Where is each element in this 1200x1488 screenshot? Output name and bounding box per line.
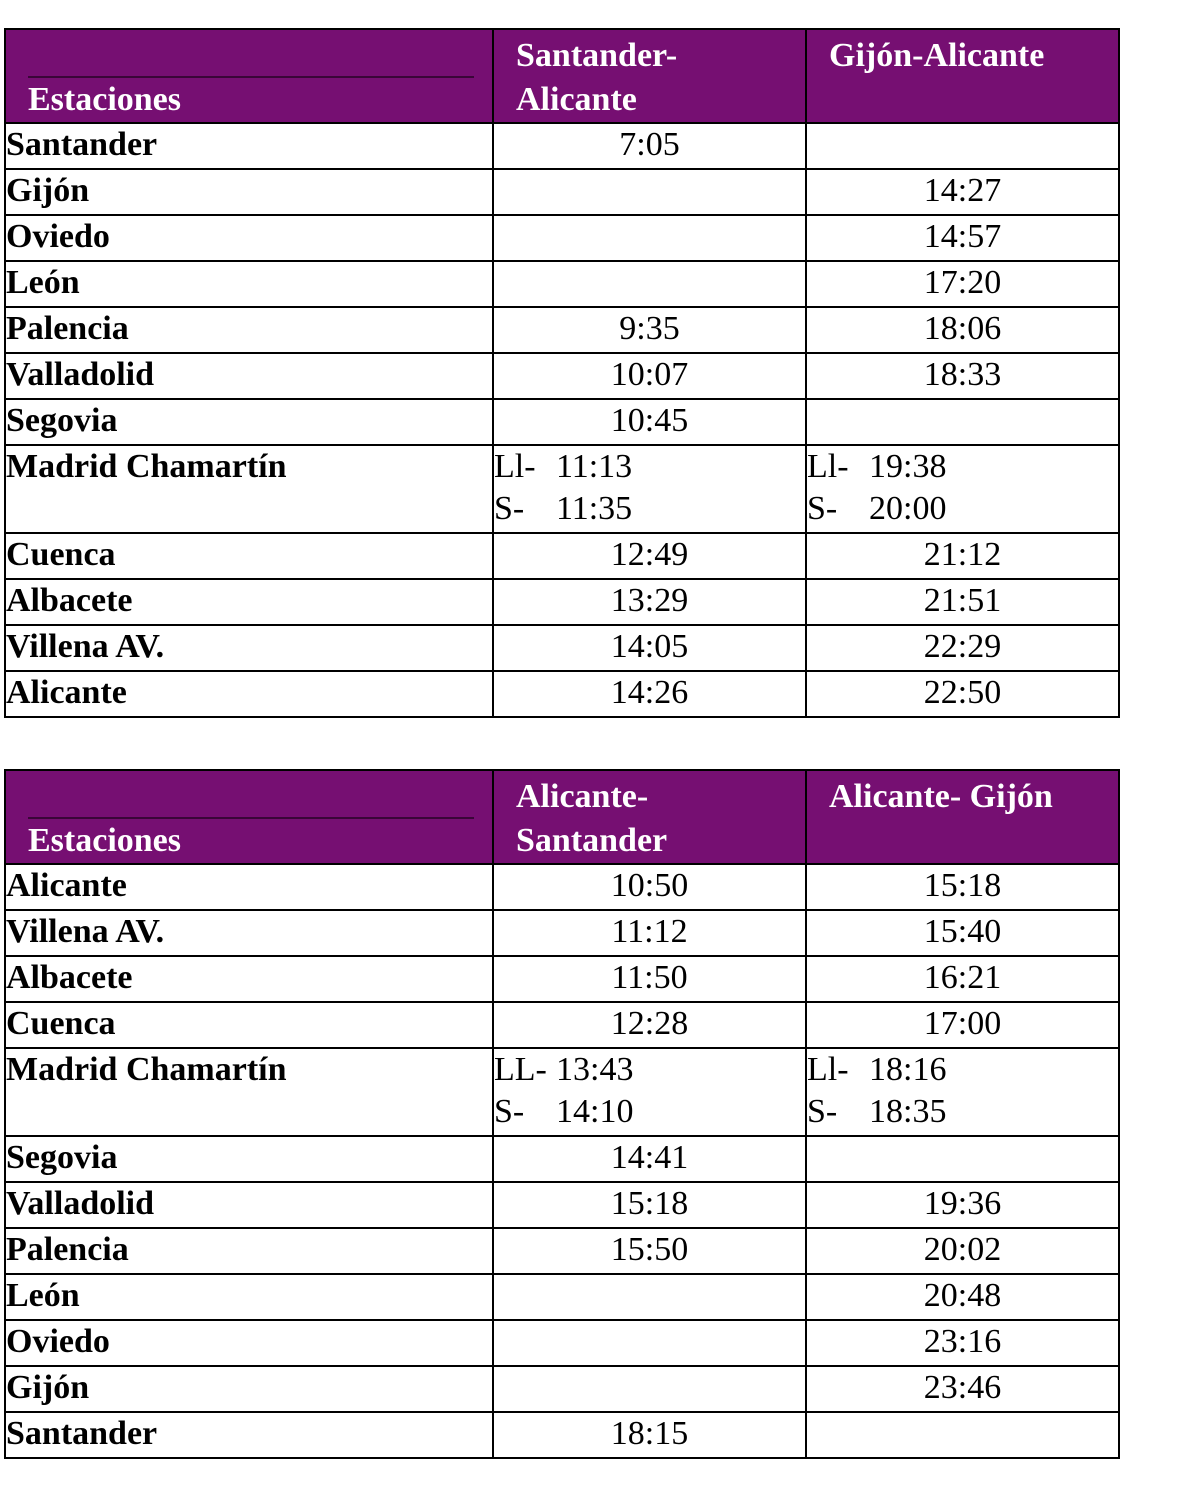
time-value: 10:45 (610, 402, 689, 439)
day-time-line (494, 1091, 805, 1133)
table-row (5, 169, 1119, 215)
time-cell-route-1 (493, 1228, 806, 1274)
header-stations (5, 29, 493, 123)
table-row (5, 625, 1119, 671)
timetable-southbound (4, 28, 1120, 718)
time-value: 18:33 (923, 356, 1002, 393)
time-cell-route-2 (806, 1320, 1119, 1366)
table-row (5, 399, 1119, 445)
header-route-label: Alicante- Santander (516, 778, 668, 859)
time-cell-route-2 (806, 625, 1119, 671)
time-value: 14:10 (556, 1093, 634, 1130)
time-cell-route-2 (806, 1274, 1119, 1320)
header-route-2 (806, 29, 1119, 123)
station-name: Segovia (5, 1136, 493, 1182)
time-cell-route-1 (493, 399, 806, 445)
time-value: 15:50 (610, 1231, 689, 1268)
station-name: Cuenca (5, 533, 493, 579)
departure-times-by-day (493, 445, 806, 533)
table-row (5, 1136, 1119, 1182)
time-cell-route-2 (806, 169, 1119, 215)
time-cell-route-2 (806, 1228, 1119, 1274)
day-label: Ll- (494, 448, 536, 485)
time-cell-route-2 (806, 215, 1119, 261)
time-value: 12:28 (610, 1005, 689, 1042)
time-value: 14:57 (923, 218, 1002, 255)
station-name: Santander (5, 123, 493, 169)
time-value: 20:00 (869, 490, 947, 527)
table-row (5, 956, 1119, 1002)
time-cell-route-2 (806, 1366, 1119, 1412)
time-value: 18:35 (869, 1093, 947, 1130)
station-name: Madrid Chamartín (5, 1048, 493, 1136)
time-cell-route-2 (806, 864, 1119, 910)
station-name: Gijón (5, 1366, 493, 1412)
time-cell-route-2 (806, 533, 1119, 579)
departure-times-by-day (806, 1048, 1119, 1136)
time-cell-route-1 (493, 1002, 806, 1048)
time-value: 20:48 (923, 1277, 1002, 1314)
table-row (5, 533, 1119, 579)
station-name: Alicante (5, 671, 493, 717)
time-value: 17:00 (923, 1005, 1002, 1042)
time-value: 19:38 (869, 448, 947, 485)
time-cell-route-1 (493, 169, 806, 215)
time-cell-route-1 (493, 956, 806, 1002)
table-row (5, 579, 1119, 625)
header-divider (28, 76, 474, 78)
day-time-line (807, 1091, 1118, 1133)
time-cell-route-1 (493, 625, 806, 671)
table-row (5, 910, 1119, 956)
table-row (5, 1274, 1119, 1320)
time-cell-route-1 (493, 353, 806, 399)
time-value: 11:12 (611, 913, 688, 950)
time-cell-route-2 (806, 956, 1119, 1002)
time-value: 19:36 (923, 1185, 1002, 1222)
station-name: Oviedo (5, 1320, 493, 1366)
time-value: 11:50 (611, 959, 688, 996)
day-label: S- (807, 490, 838, 527)
day-time-line (807, 446, 1118, 488)
header-route-label: Santander- Alicante (516, 37, 678, 118)
time-cell-route-2 (806, 1182, 1119, 1228)
time-cell-route-1 (493, 1182, 806, 1228)
header-route-2 (806, 770, 1119, 864)
day-time-line (494, 446, 805, 488)
time-value: 22:29 (923, 628, 1002, 665)
table-row (5, 1366, 1119, 1412)
time-cell-route-1 (493, 123, 806, 169)
station-name: Valladolid (5, 353, 493, 399)
time-cell-route-1 (493, 579, 806, 625)
table-row (5, 307, 1119, 353)
time-cell-route-1 (493, 261, 806, 307)
station-name: Valladolid (5, 1182, 493, 1228)
table-header-row (5, 29, 1119, 123)
day-label: S- (494, 1093, 525, 1130)
time-value: 21:51 (923, 582, 1002, 619)
station-name: Segovia (5, 399, 493, 445)
table-row (5, 1182, 1119, 1228)
day-time-line (494, 1049, 805, 1091)
station-name: León (5, 1274, 493, 1320)
header-stations-label: Estaciones (28, 822, 181, 859)
station-name: Villena AV. (5, 910, 493, 956)
time-cell-route-1 (493, 215, 806, 261)
table-row (5, 445, 1119, 533)
day-label: Ll- (807, 448, 849, 485)
header-stations (5, 770, 493, 864)
station-name: Villena AV. (5, 625, 493, 671)
time-cell-route-1 (493, 864, 806, 910)
time-value: 22:50 (923, 674, 1002, 711)
station-name: Albacete (5, 579, 493, 625)
time-cell-route-1 (493, 1366, 806, 1412)
time-value: 15:40 (923, 913, 1002, 950)
station-name: Cuenca (5, 1002, 493, 1048)
time-cell-route-1 (493, 307, 806, 353)
table-row (5, 671, 1119, 717)
time-value: 14:27 (923, 172, 1002, 209)
header-divider (28, 817, 474, 819)
time-cell-route-2 (806, 123, 1119, 169)
table-row (5, 353, 1119, 399)
time-value: 18:15 (610, 1415, 689, 1452)
time-cell-route-1 (493, 1136, 806, 1182)
day-label: S- (494, 490, 525, 527)
time-value: 21:12 (923, 536, 1002, 573)
time-cell-route-2 (806, 399, 1119, 445)
header-route-1 (493, 29, 806, 123)
timetable-northbound (4, 769, 1120, 1459)
time-value: 9:35 (619, 310, 680, 347)
time-value: 10:07 (610, 356, 689, 393)
day-time-line (807, 1049, 1118, 1091)
time-cell-route-2 (806, 1136, 1119, 1182)
time-value: 16:21 (923, 959, 1002, 996)
table-row (5, 123, 1119, 169)
time-value: 15:18 (923, 867, 1002, 904)
time-cell-route-2 (806, 261, 1119, 307)
time-cell-route-1 (493, 1320, 806, 1366)
day-label: S- (807, 1093, 838, 1130)
time-value: 18:06 (923, 310, 1002, 347)
station-name: Oviedo (5, 215, 493, 261)
station-name: Albacete (5, 956, 493, 1002)
departure-times-by-day (493, 1048, 806, 1136)
time-value: 14:05 (610, 628, 689, 665)
table-row (5, 1320, 1119, 1366)
time-cell-route-1 (493, 533, 806, 579)
station-name: León (5, 261, 493, 307)
time-value: 14:26 (610, 674, 689, 711)
table-row (5, 1412, 1119, 1458)
time-value: 12:49 (610, 536, 689, 573)
time-value: 14:41 (610, 1139, 689, 1176)
time-value: 15:18 (610, 1185, 689, 1222)
time-cell-route-1 (493, 910, 806, 956)
time-cell-route-2 (806, 1002, 1119, 1048)
station-name: Santander (5, 1412, 493, 1458)
day-label: Ll- (807, 1051, 849, 1088)
time-value: 23:46 (923, 1369, 1002, 1406)
time-value: 20:02 (923, 1231, 1002, 1268)
table-row (5, 215, 1119, 261)
time-value: 13:43 (556, 1051, 634, 1088)
table-row (5, 1048, 1119, 1136)
time-cell-route-2 (806, 307, 1119, 353)
day-time-line (494, 488, 805, 530)
station-name: Palencia (5, 307, 493, 353)
time-cell-route-1 (493, 671, 806, 717)
time-cell-route-2 (806, 1412, 1119, 1458)
time-cell-route-2 (806, 671, 1119, 717)
time-cell-route-2 (806, 353, 1119, 399)
header-route-label: Alicante- Gijón (829, 778, 1053, 815)
table-row (5, 1228, 1119, 1274)
table-row (5, 1002, 1119, 1048)
time-value: 7:05 (619, 126, 680, 163)
table-row (5, 261, 1119, 307)
header-stations-label: Estaciones (28, 81, 181, 118)
station-name: Madrid Chamartín (5, 445, 493, 533)
table-row (5, 864, 1119, 910)
time-value: 10:50 (610, 867, 689, 904)
time-value: 18:16 (869, 1051, 947, 1088)
time-cell-route-2 (806, 910, 1119, 956)
station-name: Palencia (5, 1228, 493, 1274)
time-value: 11:35 (556, 490, 633, 527)
day-label: LL- (494, 1051, 547, 1088)
time-value: 17:20 (923, 264, 1002, 301)
time-value: 23:16 (923, 1323, 1002, 1360)
time-cell-route-1 (493, 1412, 806, 1458)
time-cell-route-1 (493, 1274, 806, 1320)
time-value: 11:13 (556, 448, 633, 485)
time-value: 13:29 (610, 582, 689, 619)
departure-times-by-day (806, 445, 1119, 533)
table-header-row (5, 770, 1119, 864)
header-route-1 (493, 770, 806, 864)
station-name: Gijón (5, 169, 493, 215)
header-route-label: Gijón-Alicante (829, 37, 1045, 74)
day-time-line (807, 488, 1118, 530)
time-cell-route-2 (806, 579, 1119, 625)
station-name: Alicante (5, 864, 493, 910)
